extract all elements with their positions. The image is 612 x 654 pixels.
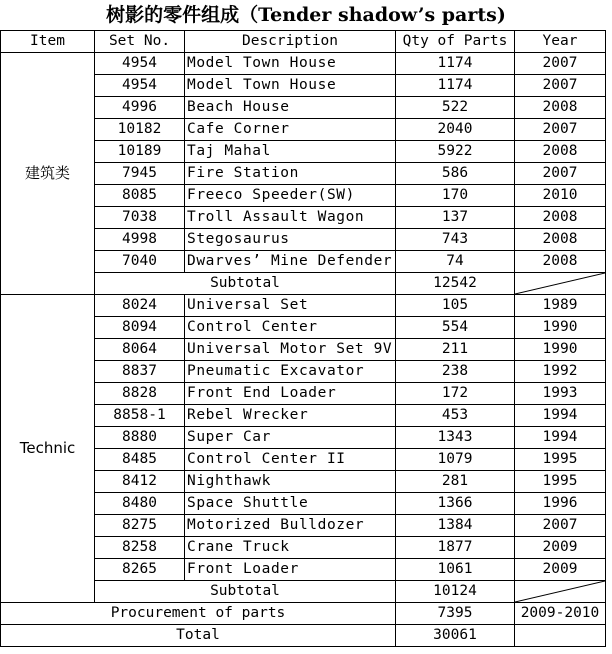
year-cell: 1996 — [515, 493, 606, 515]
description-cell: Space Shuttle — [185, 493, 396, 515]
set-no-cell: 8837 — [95, 361, 185, 383]
total-label: Total — [1, 625, 396, 647]
set-no-cell: 8085 — [95, 185, 185, 207]
table-row — [1, 295, 606, 317]
year-cell: 2007 — [515, 75, 606, 97]
set-no-cell: 4954 — [95, 53, 185, 75]
set-no-cell: 7038 — [95, 207, 185, 229]
qty-cell: 453 — [396, 405, 515, 427]
header-qty: Qty of Parts — [396, 31, 515, 53]
year-cell: 1995 — [515, 449, 606, 471]
set-no-cell: 4996 — [95, 97, 185, 119]
description-cell: Dwarves’ Mine Defender — [185, 251, 396, 273]
description-cell: Taj Mahal — [185, 141, 396, 163]
year-cell: 2009 — [515, 559, 606, 581]
qty-cell: 1366 — [396, 493, 515, 515]
set-no-cell: 8828 — [95, 383, 185, 405]
description-cell: Motorized Bulldozer — [185, 515, 396, 537]
header-item: Item — [1, 31, 95, 53]
header-year: Year — [515, 31, 606, 53]
qty-cell: 137 — [396, 207, 515, 229]
year-cell: 2008 — [515, 141, 606, 163]
header-row — [1, 31, 606, 53]
category-cell: 建筑类 — [1, 53, 95, 295]
set-no-cell: 4954 — [95, 75, 185, 97]
subtotal-value: 10124 — [396, 581, 515, 603]
header-description: Description — [185, 31, 396, 53]
total-year-empty — [515, 625, 606, 647]
year-cell: 2008 — [515, 251, 606, 273]
table-row — [1, 53, 606, 75]
qty-cell: 172 — [396, 383, 515, 405]
qty-cell: 74 — [396, 251, 515, 273]
subtotal-value: 12542 — [396, 273, 515, 295]
description-cell: Fire Station — [185, 163, 396, 185]
qty-cell: 1061 — [396, 559, 515, 581]
qty-cell: 1174 — [396, 75, 515, 97]
qty-cell: 170 — [396, 185, 515, 207]
qty-cell: 281 — [396, 471, 515, 493]
year-cell: 2009 — [515, 537, 606, 559]
total-row — [1, 625, 606, 647]
description-cell: Crane Truck — [185, 537, 396, 559]
procurement-label: Procurement of parts — [1, 603, 396, 625]
set-no-cell: 8258 — [95, 537, 185, 559]
set-no-cell: 8858-1 — [95, 405, 185, 427]
page-title: 树影的零件组成（Tender shadow’s parts) — [106, 4, 506, 26]
subtotal-year-empty — [515, 273, 606, 295]
description-cell: Nighthawk — [185, 471, 396, 493]
qty-cell: 1343 — [396, 427, 515, 449]
year-cell: 2007 — [515, 163, 606, 185]
category-cell: Technic — [1, 295, 95, 603]
qty-cell: 1384 — [396, 515, 515, 537]
total-value: 30061 — [396, 625, 515, 647]
description-cell: Model Town House — [185, 53, 396, 75]
description-cell: Control Center — [185, 317, 396, 339]
qty-cell: 1174 — [396, 53, 515, 75]
qty-cell: 105 — [396, 295, 515, 317]
subtotal-year-empty — [515, 581, 606, 603]
set-no-cell: 8880 — [95, 427, 185, 449]
qty-cell: 743 — [396, 229, 515, 251]
qty-cell: 211 — [396, 339, 515, 361]
qty-cell: 2040 — [396, 119, 515, 141]
description-cell: Universal Motor Set 9V — [185, 339, 396, 361]
year-cell: 2008 — [515, 97, 606, 119]
subtotal-label: Subtotal — [95, 581, 396, 603]
set-no-cell: 7040 — [95, 251, 185, 273]
year-cell: 2008 — [515, 207, 606, 229]
description-cell: Freeco Speeder(SW) — [185, 185, 396, 207]
year-cell: 1994 — [515, 427, 606, 449]
qty-cell: 554 — [396, 317, 515, 339]
year-cell: 1992 — [515, 361, 606, 383]
description-cell: Universal Set — [185, 295, 396, 317]
qty-cell: 586 — [396, 163, 515, 185]
set-no-cell: 4998 — [95, 229, 185, 251]
set-no-cell: 7945 — [95, 163, 185, 185]
description-cell: Cafe Corner — [185, 119, 396, 141]
description-cell: Rebel Wrecker — [185, 405, 396, 427]
description-cell: Front End Loader — [185, 383, 396, 405]
year-cell: 2010 — [515, 185, 606, 207]
year-cell: 2007 — [515, 53, 606, 75]
set-no-cell: 8064 — [95, 339, 185, 361]
year-cell: 1995 — [515, 471, 606, 493]
year-cell: 1990 — [515, 339, 606, 361]
description-cell: Super Car — [185, 427, 396, 449]
year-cell: 1989 — [515, 295, 606, 317]
set-no-cell: 10182 — [95, 119, 185, 141]
description-cell: Stegosaurus — [185, 229, 396, 251]
set-no-cell: 8265 — [95, 559, 185, 581]
set-no-cell: 8412 — [95, 471, 185, 493]
description-cell: Control Center II — [185, 449, 396, 471]
set-no-cell: 8094 — [95, 317, 185, 339]
set-no-cell: 10189 — [95, 141, 185, 163]
qty-cell: 522 — [396, 97, 515, 119]
description-cell: Pneumatic Excavator — [185, 361, 396, 383]
subtotal-label: Subtotal — [95, 273, 396, 295]
description-cell: Front Loader — [185, 559, 396, 581]
header-set-no: Set No. — [95, 31, 185, 53]
description-cell: Beach House — [185, 97, 396, 119]
year-cell: 1990 — [515, 317, 606, 339]
procurement-row — [1, 603, 606, 625]
year-cell: 2007 — [515, 515, 606, 537]
procurement-value: 7395 — [396, 603, 515, 625]
year-cell: 1994 — [515, 405, 606, 427]
parts-table — [0, 30, 606, 647]
description-cell: Model Town House — [185, 75, 396, 97]
description-cell: Troll Assault Wagon — [185, 207, 396, 229]
set-no-cell: 8485 — [95, 449, 185, 471]
year-cell: 2007 — [515, 119, 606, 141]
procurement-year: 2009-2010 — [515, 603, 606, 625]
set-no-cell: 8024 — [95, 295, 185, 317]
set-no-cell: 8275 — [95, 515, 185, 537]
set-no-cell: 8480 — [95, 493, 185, 515]
year-cell: 1993 — [515, 383, 606, 405]
year-cell: 2008 — [515, 229, 606, 251]
qty-cell: 238 — [396, 361, 515, 383]
qty-cell: 5922 — [396, 141, 515, 163]
qty-cell: 1079 — [396, 449, 515, 471]
qty-cell: 1877 — [396, 537, 515, 559]
